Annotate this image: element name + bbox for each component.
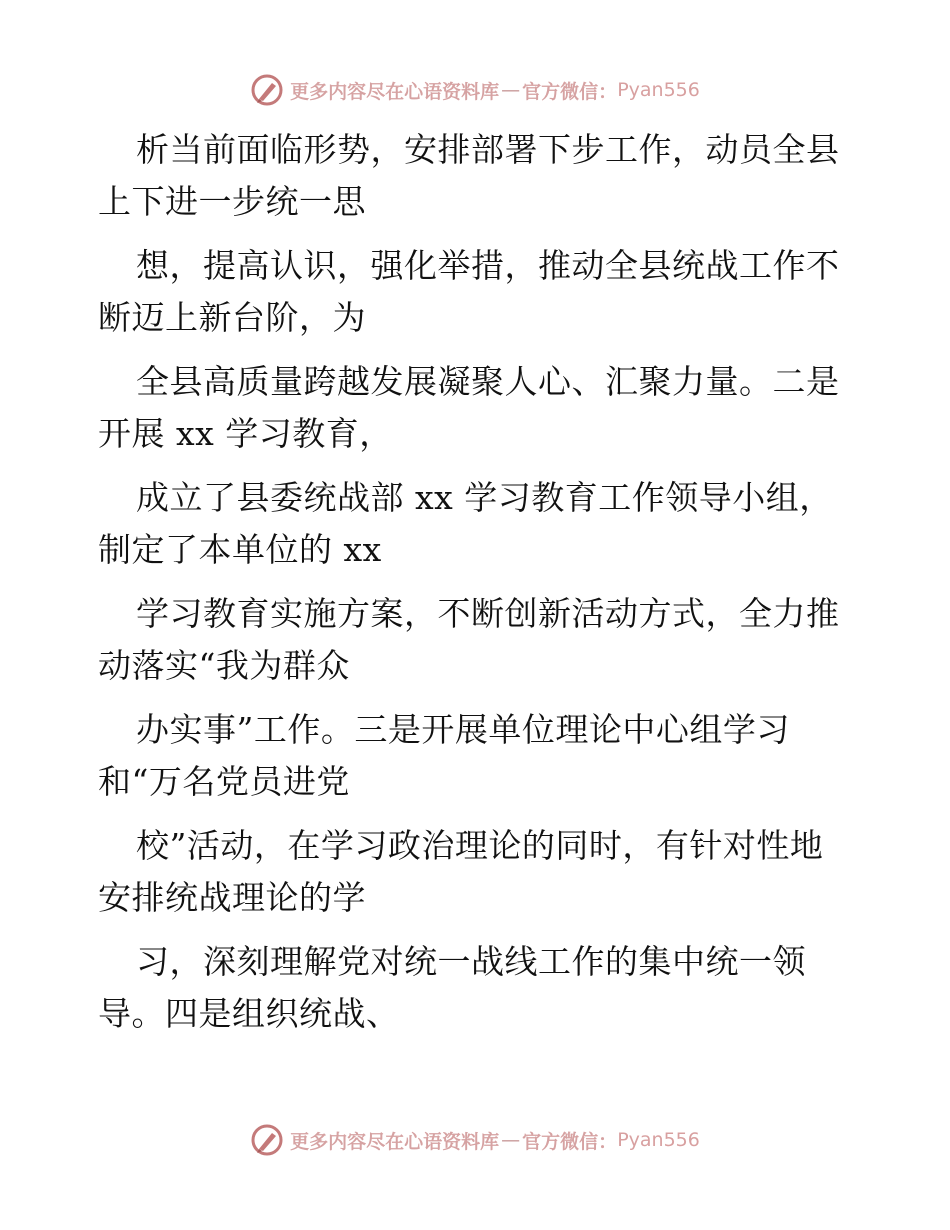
text-line: 析当前面临形势，安排部署下步工作，动员全县	[136, 130, 840, 169]
text-line: 动落实“我为群众	[98, 646, 350, 685]
text-line: 习，深刻理解党对统一战线工作的集中统一领	[136, 942, 806, 981]
watermark-separator: —	[501, 1129, 521, 1151]
text-line: 安排统战理论的学	[98, 878, 366, 917]
watermark-separator: —	[501, 79, 521, 101]
text-line: 和“万名党员进党	[98, 762, 350, 801]
text-line: 制定了本单位的 xx	[98, 530, 382, 569]
header-watermark	[0, 70, 950, 110]
pen-logo-icon	[250, 1123, 284, 1157]
text-line: 想，提高认识，强化举措，推动全县统战工作不	[136, 246, 840, 285]
watermark-suffix: 官方微信：	[522, 80, 618, 103]
document-body	[98, 124, 858, 1040]
text-line: 上下进一步统一思	[98, 182, 366, 221]
footer-watermark	[0, 1120, 950, 1160]
watermark-brand: Pyan556	[617, 1129, 700, 1151]
text-line: 开展 xx 学习教育，	[98, 414, 393, 453]
text-line: 校”活动，在学习政治理论的同时，有针对性地	[136, 826, 824, 865]
text-line: 断迈上新台阶，为	[98, 298, 366, 337]
text-line: 办实事”工作。三是开展单位理论中心组学习	[136, 710, 790, 749]
watermark-suffix: 官方微信：	[522, 1130, 618, 1153]
text-line: 导。四是组织统战、	[98, 994, 400, 1033]
watermark-text: 更多内容尽在心语资料库	[290, 80, 500, 103]
watermark-brand: Pyan556	[617, 79, 700, 101]
text-line: 成立了县委统战部 xx 学习教育工作领导小组，	[136, 478, 833, 517]
text-line: 学习教育实施方案，不断创新活动方式，全力推	[136, 594, 840, 633]
pen-logo-icon	[250, 73, 284, 107]
text-line: 全县高质量跨越发展凝聚人心、汇聚力量。二是	[136, 362, 840, 401]
watermark-text: 更多内容尽在心语资料库	[290, 1130, 500, 1153]
